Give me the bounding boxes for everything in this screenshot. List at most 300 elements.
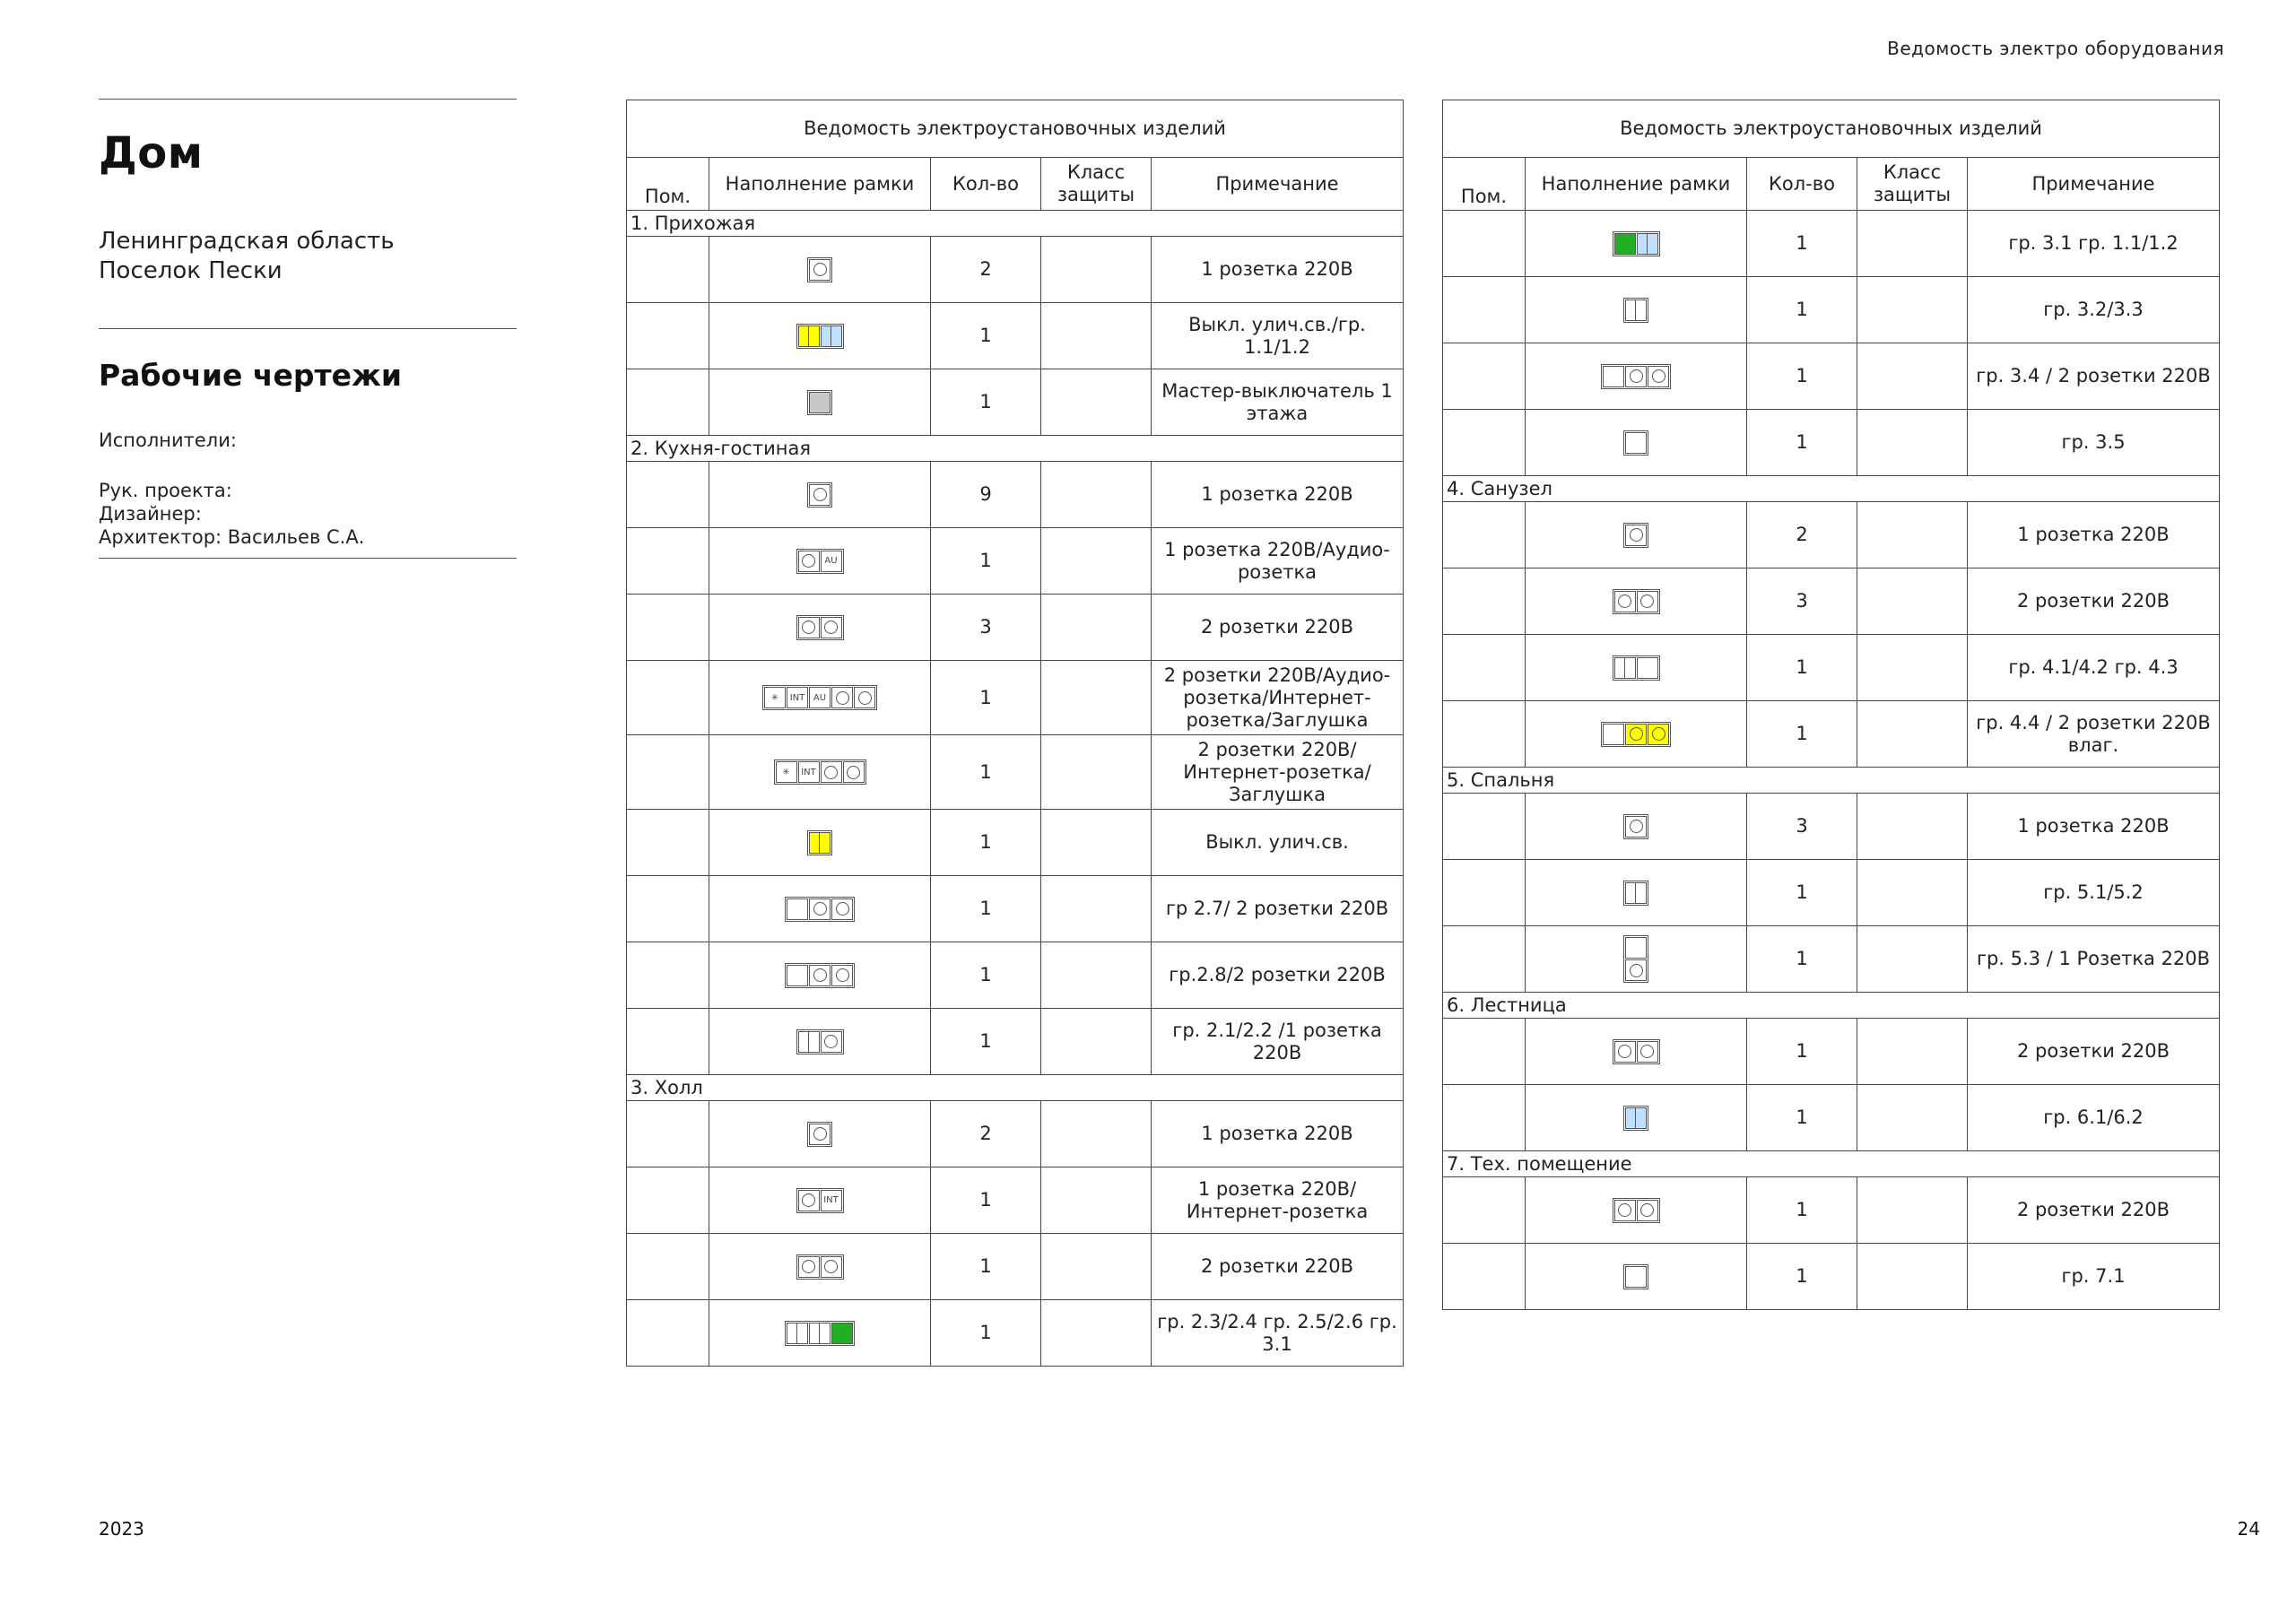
note-cell: 2 розетки 220В/Аудио-розетка/Интернет-розетка/Заглушка xyxy=(1152,661,1404,735)
quantity-cell: 1 xyxy=(1747,701,1857,768)
column-header-note: Примечание xyxy=(1968,158,2220,211)
socket-icon xyxy=(809,484,831,506)
frame-fill-cell xyxy=(709,1009,931,1075)
audio-socket-icon: AU xyxy=(809,687,831,708)
switch-socket-frame-icon xyxy=(796,1029,844,1055)
frame-fill-cell xyxy=(1526,211,1747,277)
socket-icon xyxy=(821,761,842,783)
quantity-cell: 1 xyxy=(931,1234,1041,1300)
table-row xyxy=(1443,1244,2220,1310)
table-row xyxy=(1443,502,2220,568)
note-cell: 1 розетка 220В/Аудио-розетка xyxy=(1152,528,1404,595)
table-row xyxy=(1443,277,2220,343)
switch-frame-icon xyxy=(1623,430,1648,456)
protection-class-cell xyxy=(1857,343,1968,410)
socket-icon xyxy=(809,965,831,986)
frame-fill-cell xyxy=(709,462,931,528)
quantity-cell: 2 xyxy=(931,237,1041,303)
table-row xyxy=(627,303,1404,369)
socket-frame-icon xyxy=(807,482,832,508)
frame-fill-cell xyxy=(709,237,931,303)
room-cell xyxy=(627,1101,709,1167)
frame-fill-cell xyxy=(709,661,931,735)
architect: Архитектор: Васильев С.А. xyxy=(99,526,365,548)
socket-audio-frame-icon xyxy=(796,549,844,574)
table-caption: Ведомость электроустановочных изделий xyxy=(1443,100,2220,158)
table-row xyxy=(1443,860,2220,926)
switch-frame-icon xyxy=(807,830,832,855)
switch-frame-icon xyxy=(1613,231,1660,256)
note-cell: гр. 3.4 / 2 розетки 220В xyxy=(1968,343,2220,410)
switch-frame-icon xyxy=(796,324,844,349)
frame-fill-cell xyxy=(709,942,931,1009)
double-switch-icon xyxy=(1625,299,1647,321)
note-cell: 2 розетки 220В/Интернет-розетка/Заглушка xyxy=(1152,735,1404,810)
table-row xyxy=(1443,568,2220,635)
protection-class-cell xyxy=(1857,1244,1968,1310)
protection-class-cell xyxy=(1857,568,1968,635)
note-cell: 2 розетки 220В xyxy=(1968,1177,2220,1244)
table-row xyxy=(627,369,1404,436)
quantity-cell: 1 xyxy=(931,528,1041,595)
audio-socket-icon: AU xyxy=(821,551,842,572)
double-socket-frame-icon xyxy=(1613,1198,1660,1223)
protection-class-cell xyxy=(1041,1300,1152,1367)
note-cell: 1 розетка 220В xyxy=(1968,794,2220,860)
column-header-quantity: Кол-во xyxy=(931,158,1041,211)
note-cell: гр. 3.1 гр. 1.1/1.2 xyxy=(1968,211,2220,277)
frame-fill-cell xyxy=(1526,410,1747,476)
project-manager: Рук. проекта: xyxy=(99,480,232,501)
note-cell: гр.2.8/2 розетки 220В xyxy=(1152,942,1404,1009)
double-socket-frame-icon xyxy=(1613,1039,1660,1064)
protection-class-cell xyxy=(1041,661,1152,735)
quantity-cell: 1 xyxy=(1747,1019,1857,1085)
quantity-cell: 1 xyxy=(1747,1085,1857,1151)
switch-double-socket-frame-icon xyxy=(1601,364,1671,389)
note-cell: 2 розетки 220В xyxy=(1968,1019,2220,1085)
single-switch-icon xyxy=(787,898,808,920)
note-cell: гр. 3.5 xyxy=(1968,410,2220,476)
frame-fill-cell xyxy=(1526,502,1747,568)
project-title: Дом xyxy=(99,128,204,178)
protection-class-cell xyxy=(1857,701,1968,768)
socket-icon xyxy=(809,259,831,281)
double-switch-icon xyxy=(821,325,842,347)
table-row xyxy=(627,1300,1404,1367)
table-row xyxy=(627,462,1404,528)
socket-icon xyxy=(1637,1041,1658,1063)
protection-class-cell xyxy=(1857,1085,1968,1151)
frame-fill-cell xyxy=(709,810,931,876)
five-gang-frame-icon xyxy=(762,685,877,710)
vertical-switch-socket-frame-icon xyxy=(1623,935,1648,983)
protection-class-cell xyxy=(1857,211,1968,277)
table-row xyxy=(1443,1177,2220,1244)
frame-fill-cell xyxy=(709,303,931,369)
switch-frame-icon xyxy=(1623,1264,1648,1289)
divider xyxy=(99,558,517,559)
room-cell xyxy=(1443,1244,1526,1310)
master-switch-frame-icon xyxy=(807,390,832,415)
socket-icon xyxy=(809,898,831,920)
room-cell xyxy=(627,1167,709,1234)
section-header-bathroom: 4. Санузел xyxy=(1443,476,2220,502)
room-cell xyxy=(627,810,709,876)
room-cell xyxy=(1443,635,1526,701)
note-cell: 2 розетки 220В xyxy=(1152,595,1404,661)
street-light-switch-icon xyxy=(798,325,820,347)
quantity-cell: 3 xyxy=(1747,794,1857,860)
protection-class-cell xyxy=(1041,735,1152,810)
room-cell xyxy=(1443,410,1526,476)
quantity-cell: 1 xyxy=(1747,1177,1857,1244)
protection-class-cell xyxy=(1041,528,1152,595)
switch-double-socket-frame-icon xyxy=(785,963,855,988)
performers-list xyxy=(99,479,517,549)
note-cell: гр 2.7/ 2 розетки 220В xyxy=(1152,876,1404,942)
socket-icon xyxy=(1625,525,1647,546)
double-socket-frame-icon xyxy=(1613,589,1660,614)
room-cell xyxy=(627,303,709,369)
note-cell: Выкл. улич.св./гр. 1.1/1.2 xyxy=(1152,303,1404,369)
equipment-schedule-table-left xyxy=(626,100,1404,1367)
table-row xyxy=(627,237,1404,303)
frame-fill-cell xyxy=(709,369,931,436)
socket-frame-icon xyxy=(1623,523,1648,548)
internet-socket-icon: INT xyxy=(798,761,820,783)
frame-fill-cell xyxy=(1526,277,1747,343)
column-header-room: Пом. xyxy=(627,158,709,211)
section-header-bedroom: 5. Спальня xyxy=(1443,768,2220,794)
table-row xyxy=(1443,343,2220,410)
column-header-room: Пом. xyxy=(1443,158,1526,211)
quantity-cell: 1 xyxy=(1747,343,1857,410)
column-header-frame-fill: Наполнение рамки xyxy=(709,158,931,211)
double-socket-frame-icon xyxy=(796,615,844,640)
socket-icon xyxy=(1614,1041,1636,1063)
protection-class-cell xyxy=(1041,1009,1152,1075)
room-cell xyxy=(1443,502,1526,568)
protection-class-cell xyxy=(1041,810,1152,876)
four-gang-frame-icon xyxy=(774,759,866,785)
quantity-cell: 1 xyxy=(1747,277,1857,343)
performers-label: Исполнители: xyxy=(99,430,237,451)
note-cell: 2 розетки 220В xyxy=(1152,1234,1404,1300)
room-cell xyxy=(627,735,709,810)
single-switch-icon xyxy=(1637,657,1658,679)
project-address xyxy=(99,227,517,286)
section-header-hall: 3. Холл xyxy=(627,1075,1404,1101)
note-cell: гр. 5.3 / 1 Розетка 220В xyxy=(1968,926,2220,993)
designer: Дизайнер: xyxy=(99,503,202,525)
section-header-staircase: 6. Лестница xyxy=(1443,993,2220,1019)
section-header-kitchen-living: 2. Кухня-гостиная xyxy=(627,436,1404,462)
protection-class-cell xyxy=(1041,1234,1152,1300)
table-row xyxy=(627,942,1404,1009)
switch-frame-icon xyxy=(1613,655,1660,681)
double-switch-icon xyxy=(1637,233,1658,255)
three-gang-switch-frame-icon xyxy=(785,1321,855,1346)
quantity-cell: 9 xyxy=(931,462,1041,528)
note-cell: 1 розетка 220В xyxy=(1152,1101,1404,1167)
blank-plug-icon: ✳ xyxy=(764,687,786,708)
frame-fill-cell xyxy=(1526,343,1747,410)
protection-class-cell xyxy=(1041,595,1152,661)
frame-fill-cell xyxy=(1526,926,1747,993)
protection-class-cell xyxy=(1041,876,1152,942)
frame-fill-cell xyxy=(709,595,931,661)
table-row xyxy=(1443,926,2220,993)
room-cell xyxy=(627,1009,709,1075)
quantity-cell: 1 xyxy=(931,810,1041,876)
protection-class-cell xyxy=(1857,410,1968,476)
socket-frame-icon xyxy=(1623,814,1648,839)
quantity-cell: 1 xyxy=(1747,211,1857,277)
waterproof-socket-icon xyxy=(1648,724,1669,745)
room-cell xyxy=(627,595,709,661)
quantity-cell: 1 xyxy=(1747,860,1857,926)
table-row xyxy=(627,1234,1404,1300)
note-cell: гр. 7.1 xyxy=(1968,1244,2220,1310)
note-cell: гр. 2.3/2.4 гр. 2.5/2.6 гр. 3.1 xyxy=(1152,1300,1404,1367)
room-cell xyxy=(627,1300,709,1367)
socket-icon xyxy=(821,617,842,638)
socket-icon xyxy=(1637,591,1658,612)
quantity-cell: 1 xyxy=(931,1009,1041,1075)
quantity-cell: 1 xyxy=(1747,926,1857,993)
socket-icon xyxy=(798,1190,820,1211)
socket-icon xyxy=(821,1031,842,1053)
table-row xyxy=(627,1009,1404,1075)
socket-icon xyxy=(1625,959,1647,981)
green-switch-icon xyxy=(831,1323,853,1344)
single-switch-icon xyxy=(1625,432,1647,454)
quantity-cell: 2 xyxy=(931,1101,1041,1167)
quantity-cell: 1 xyxy=(931,369,1041,436)
frame-fill-cell xyxy=(709,528,931,595)
protection-class-cell xyxy=(1041,462,1152,528)
socket-icon xyxy=(809,1124,831,1145)
switch-frame-icon xyxy=(1623,298,1648,323)
quantity-cell: 1 xyxy=(931,1167,1041,1234)
table-row xyxy=(1443,410,2220,476)
column-header-protection-class: Класс защиты xyxy=(1041,158,1152,211)
divider xyxy=(99,328,517,329)
single-switch-icon xyxy=(1625,937,1647,959)
address-locality: Поселок Пески xyxy=(99,257,283,284)
frame-fill-cell xyxy=(709,1234,931,1300)
section-header-hallway: 1. Прихожая xyxy=(627,211,1404,237)
equipment-schedule-table-right xyxy=(1442,100,2220,1310)
note-cell: 1 розетка 220В xyxy=(1968,502,2220,568)
socket-icon xyxy=(1625,366,1647,387)
internet-socket-icon: INT xyxy=(787,687,808,708)
protection-class-cell xyxy=(1041,237,1152,303)
socket-icon xyxy=(831,965,853,986)
socket-icon xyxy=(843,761,865,783)
protection-class-cell xyxy=(1857,794,1968,860)
quantity-cell: 1 xyxy=(931,942,1041,1009)
room-cell xyxy=(627,237,709,303)
note-cell: гр. 5.1/5.2 xyxy=(1968,860,2220,926)
table-row xyxy=(1443,211,2220,277)
table-row xyxy=(627,595,1404,661)
socket-internet-frame-icon xyxy=(796,1188,844,1213)
frame-fill-cell xyxy=(709,1167,931,1234)
double-switch-icon xyxy=(1625,882,1647,904)
note-cell: гр. 2.1/2.2 /1 розетка 220В xyxy=(1152,1009,1404,1075)
socket-icon xyxy=(798,1256,820,1278)
table-row xyxy=(627,528,1404,595)
frame-fill-cell xyxy=(709,1101,931,1167)
note-cell: Мастер-выключатель 1 этажа xyxy=(1152,369,1404,436)
socket-icon xyxy=(798,551,820,572)
room-cell xyxy=(627,462,709,528)
single-switch-icon xyxy=(787,965,808,986)
frame-fill-cell xyxy=(1526,701,1747,768)
footer-year: 2023 xyxy=(99,1518,144,1540)
quantity-cell: 1 xyxy=(931,303,1041,369)
frame-fill-cell xyxy=(1526,794,1747,860)
note-cell: гр. 3.2/3.3 xyxy=(1968,277,2220,343)
street-light-switch-icon xyxy=(809,832,831,854)
frame-fill-cell xyxy=(1526,1019,1747,1085)
quantity-cell: 1 xyxy=(931,735,1041,810)
table-row xyxy=(627,876,1404,942)
socket-frame-icon xyxy=(807,1122,832,1147)
project-info-panel xyxy=(99,99,517,559)
note-cell: 1 розетка 220В xyxy=(1152,237,1404,303)
room-cell xyxy=(627,876,709,942)
protection-class-cell xyxy=(1041,369,1152,436)
protection-class-cell xyxy=(1857,277,1968,343)
frame-fill-cell xyxy=(1526,568,1747,635)
socket-icon xyxy=(1625,816,1647,838)
frame-fill-cell xyxy=(1526,1244,1747,1310)
socket-icon xyxy=(831,898,853,920)
frame-fill-cell xyxy=(1526,635,1747,701)
protection-class-cell xyxy=(1857,860,1968,926)
socket-frame-icon xyxy=(807,257,832,282)
internet-socket-icon: INT xyxy=(821,1190,842,1211)
double-switch-icon xyxy=(1625,1107,1647,1129)
room-cell xyxy=(1443,343,1526,410)
protection-class-cell xyxy=(1857,926,1968,993)
protection-class-cell xyxy=(1041,1167,1152,1234)
room-cell xyxy=(627,528,709,595)
table-row xyxy=(1443,1085,2220,1151)
socket-icon xyxy=(821,1256,842,1278)
quantity-cell: 2 xyxy=(1747,502,1857,568)
table-row xyxy=(627,661,1404,735)
room-cell xyxy=(1443,568,1526,635)
switch-double-socket-frame-icon xyxy=(785,897,855,922)
quantity-cell: 1 xyxy=(931,661,1041,735)
note-cell: гр. 4.4 / 2 розетки 220В влаг. xyxy=(1968,701,2220,768)
note-cell: гр. 6.1/6.2 xyxy=(1968,1085,2220,1151)
room-cell xyxy=(627,369,709,436)
room-cell xyxy=(1443,860,1526,926)
protection-class-cell xyxy=(1857,502,1968,568)
switch-frame-icon xyxy=(1623,881,1648,906)
section-header-utility-room: 7. Тех. помещение xyxy=(1443,1151,2220,1177)
protection-class-cell xyxy=(1041,942,1152,1009)
frame-fill-cell xyxy=(709,1300,931,1367)
double-switch-icon xyxy=(809,1323,831,1344)
page-number: 24 xyxy=(2237,1518,2260,1540)
room-cell xyxy=(1443,1085,1526,1151)
socket-icon xyxy=(1614,591,1636,612)
socket-icon xyxy=(1648,366,1669,387)
protection-class-cell xyxy=(1857,1177,1968,1244)
room-cell xyxy=(627,942,709,1009)
frame-fill-cell xyxy=(1526,1085,1747,1151)
column-header-protection-class: Класс защиты xyxy=(1857,158,1968,211)
blank-plug-icon: ✳ xyxy=(776,761,797,783)
quantity-cell: 3 xyxy=(1747,568,1857,635)
protection-class-cell xyxy=(1041,1101,1152,1167)
column-header-quantity: Кол-во xyxy=(1747,158,1857,211)
single-switch-icon xyxy=(1603,724,1624,745)
room-cell xyxy=(627,661,709,735)
drawing-set-title: Рабочие чертежи xyxy=(99,358,402,393)
note-cell: Выкл. улич.св. xyxy=(1152,810,1404,876)
column-header-note: Примечание xyxy=(1152,158,1404,211)
switch-frame-icon xyxy=(1623,1106,1648,1131)
address-region: Ленинградская область xyxy=(99,228,395,255)
table-row xyxy=(1443,794,2220,860)
socket-icon xyxy=(798,617,820,638)
protection-class-cell xyxy=(1857,1019,1968,1085)
table-row xyxy=(1443,1019,2220,1085)
single-switch-icon xyxy=(1603,366,1624,387)
switch-waterproof-socket-frame-icon xyxy=(1601,722,1671,747)
room-cell xyxy=(1443,1177,1526,1244)
table-row xyxy=(1443,701,2220,768)
double-socket-frame-icon xyxy=(796,1254,844,1280)
note-cell: 2 розетки 220В xyxy=(1968,568,2220,635)
single-switch-icon xyxy=(1625,1266,1647,1288)
double-switch-icon xyxy=(798,1031,820,1053)
quantity-cell: 1 xyxy=(1747,410,1857,476)
room-cell xyxy=(1443,701,1526,768)
socket-icon xyxy=(1614,1200,1636,1221)
waterproof-socket-icon xyxy=(1625,724,1647,745)
table-row xyxy=(1443,635,2220,701)
room-cell xyxy=(1443,277,1526,343)
double-switch-icon xyxy=(787,1323,808,1344)
socket-icon xyxy=(1637,1200,1658,1221)
table-caption: Ведомость электроустановочных изделий xyxy=(627,100,1404,158)
document-section-header: Ведомость электро оборудования xyxy=(1887,38,2224,59)
table-row xyxy=(627,810,1404,876)
frame-fill-cell xyxy=(1526,860,1747,926)
column-header-frame-fill: Наполнение рамки xyxy=(1526,158,1747,211)
note-cell: 1 розетка 220В/Интернет-розетка xyxy=(1152,1167,1404,1234)
double-switch-icon xyxy=(1614,657,1636,679)
room-cell xyxy=(1443,794,1526,860)
note-cell: 1 розетка 220В xyxy=(1152,462,1404,528)
quantity-cell: 3 xyxy=(931,595,1041,661)
socket-icon xyxy=(854,687,875,708)
socket-icon xyxy=(831,687,853,708)
room-cell xyxy=(1443,1019,1526,1085)
divider xyxy=(99,99,517,100)
protection-class-cell xyxy=(1857,635,1968,701)
table-row xyxy=(627,735,1404,810)
room-cell xyxy=(1443,211,1526,277)
